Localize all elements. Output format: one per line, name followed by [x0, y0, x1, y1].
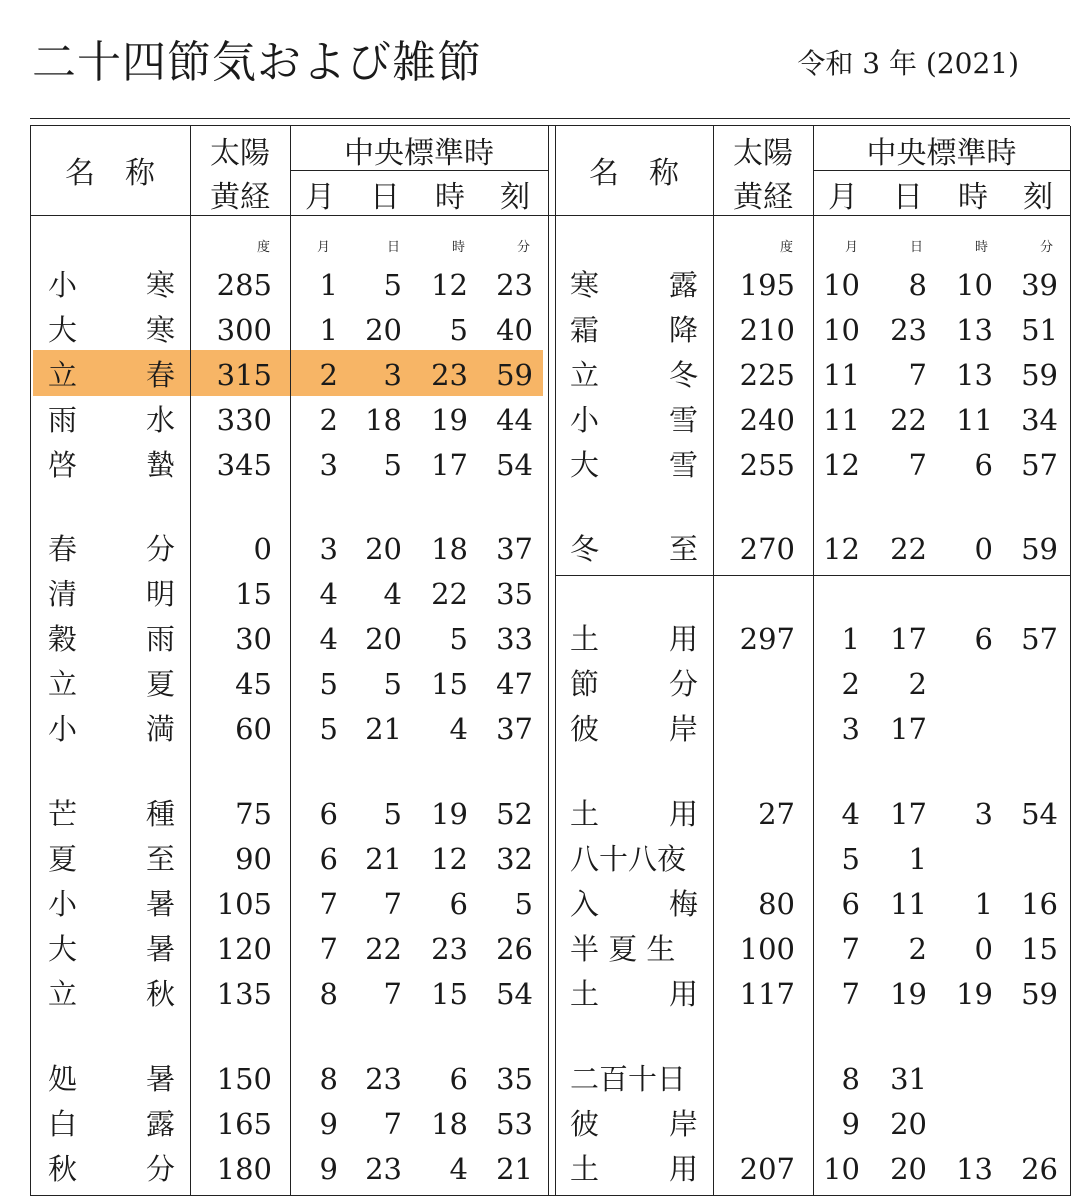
- header-hour-right: 時: [958, 180, 988, 215]
- right-hour-cell: 11: [956, 403, 993, 437]
- left-hour-cell: 4: [449, 1152, 468, 1186]
- left-minute-cell: 54: [496, 448, 533, 482]
- right-hour-cell: 0: [974, 532, 993, 566]
- right-name-char-1-cell: 立: [570, 358, 600, 392]
- header-hour-left: 時: [435, 180, 465, 215]
- left-name-char-1-cell: 小: [48, 712, 78, 746]
- left-hour-cell: 5: [449, 622, 468, 656]
- right-month-cell: 7: [841, 932, 860, 966]
- year-label: 令和 3 年 (2021): [797, 47, 1019, 80]
- right-minute-cell: 26: [1021, 1152, 1058, 1186]
- right-hour-cell: 10: [956, 268, 993, 302]
- left-name-char-2-cell: 分: [145, 1152, 175, 1186]
- right-name-char-2-cell: 至: [668, 532, 698, 566]
- right-minute-cell: 57: [1021, 622, 1058, 656]
- left-name-char-1-cell: 小: [48, 268, 78, 302]
- left-hour-cell: 17: [431, 448, 468, 482]
- left-solar-longitude-cell: 45: [235, 667, 272, 701]
- left-day-cell: 4: [383, 577, 402, 611]
- right-solar-longitude-cell: 270: [739, 532, 795, 566]
- right-month-cell: 9: [841, 1107, 860, 1141]
- right-day-cell: 7: [908, 358, 927, 392]
- right-solar-longitude-cell: 207: [739, 1152, 795, 1186]
- right-hour-cell: 13: [956, 313, 993, 347]
- right-table-row: [0, 443, 1079, 487]
- left-solar-longitude-cell: 0: [253, 532, 272, 566]
- right-solar-longitude-cell: [725, 1057, 795, 1101]
- right-month-cell: 10: [823, 1152, 860, 1186]
- header-month-left: 月: [305, 180, 335, 215]
- right-hour-cell: 13: [956, 358, 993, 392]
- right-name-cell: 二百十日: [570, 1062, 687, 1096]
- left-name-char-2-cell: 雨: [145, 622, 175, 656]
- right-solar-longitude-cell: 255: [739, 448, 795, 482]
- right-month-cell: 10: [823, 313, 860, 347]
- table-top-rule-inner: [30, 125, 1070, 126]
- left-name-char-2-cell: 暑: [145, 887, 175, 921]
- page-title: 二十四節気および雑節: [32, 37, 482, 88]
- left-day-cell: 7: [383, 887, 402, 921]
- right-name-char-1-cell: 霜: [570, 313, 600, 347]
- right-table-row: [0, 398, 1079, 442]
- right-solar-longitude-cell: [725, 707, 795, 751]
- right-hour-cell: 6: [974, 622, 993, 656]
- right-name-cell: 半 夏 生: [570, 932, 676, 966]
- right-day-cell: 31: [890, 1062, 927, 1096]
- right-month-cell: 11: [823, 358, 860, 392]
- left-day-cell: 5: [383, 797, 402, 831]
- right-solar-longitude-cell: [725, 662, 795, 706]
- left-day-cell: 23: [365, 1152, 402, 1186]
- left-minute-cell: 54: [496, 977, 533, 1011]
- left-name-char-1-cell: 小: [48, 887, 78, 921]
- left-month-cell: 3: [319, 448, 338, 482]
- right-name-char-2-cell: 分: [668, 667, 698, 701]
- left-name-char-2-cell: 春: [145, 358, 175, 392]
- right-minute-cell: [1008, 662, 1058, 706]
- left-hour-cell: 12: [431, 842, 468, 876]
- right-solar-longitude-cell: 80: [758, 887, 795, 921]
- unit-minute-right: 分: [1039, 240, 1053, 255]
- header-month-right: 月: [828, 180, 858, 215]
- right-day-cell: 22: [890, 532, 927, 566]
- header-day-right: 日: [893, 180, 923, 215]
- left-month-cell: 2: [319, 403, 338, 437]
- left-month-cell: 5: [319, 667, 338, 701]
- left-month-cell: 9: [319, 1107, 338, 1141]
- left-day-cell: 21: [365, 842, 402, 876]
- right-day-cell: 11: [890, 887, 927, 921]
- right-hour-cell: 13: [956, 1152, 993, 1186]
- right-day-cell: 2: [908, 667, 927, 701]
- right-hour-cell: [945, 837, 993, 881]
- left-name-char-1-cell: 大: [48, 932, 78, 966]
- left-name-char-2-cell: 至: [145, 842, 175, 876]
- right-name-char-2-cell: 岸: [668, 1107, 698, 1141]
- left-minute-cell: 47: [496, 667, 533, 701]
- left-name-char-1-cell: 立: [48, 977, 78, 1011]
- right-solar-longitude-cell: 117: [739, 977, 795, 1011]
- left-hour-cell: 12: [431, 268, 468, 302]
- right-table-row: [0, 927, 1079, 971]
- right-hour-cell: 6: [974, 448, 993, 482]
- right-solar-longitude-cell: 240: [739, 403, 795, 437]
- right-name-char-1-cell: 大: [570, 448, 600, 482]
- left-hour-cell: 6: [449, 887, 468, 921]
- left-day-cell: 20: [365, 622, 402, 656]
- left-name-char-1-cell: 清: [48, 577, 78, 611]
- left-name-char-2-cell: 暑: [145, 932, 175, 966]
- left-month-cell: 1: [319, 268, 338, 302]
- right-minute-cell: 57: [1021, 448, 1058, 482]
- left-day-cell: 23: [365, 1062, 402, 1096]
- right-name-char-2-cell: 岸: [668, 712, 698, 746]
- left-minute-cell: 52: [496, 797, 533, 831]
- right-solar-longitude-cell: [725, 1102, 795, 1146]
- left-name-char-1-cell: 春: [48, 532, 78, 566]
- right-table-row: [0, 308, 1079, 352]
- left-minute-cell: 32: [496, 842, 533, 876]
- right-day-cell: 20: [890, 1107, 927, 1141]
- left-month-cell: 7: [319, 887, 338, 921]
- left-solar-longitude-cell: 150: [216, 1062, 272, 1096]
- right-solar-longitude-cell: 210: [739, 313, 795, 347]
- right-hour-cell: 0: [974, 932, 993, 966]
- header-sun-top-left: 太陽: [210, 136, 270, 171]
- right-name-char-1-cell: 彼: [570, 712, 600, 746]
- right-name-char-2-cell: 雪: [668, 448, 698, 482]
- left-minute-cell: 53: [496, 1107, 533, 1141]
- right-table-row: [0, 263, 1079, 307]
- left-day-cell: 21: [365, 712, 402, 746]
- left-name-char-1-cell: 処: [48, 1062, 78, 1096]
- left-hour-cell: 15: [431, 667, 468, 701]
- left-name-char-1-cell: 穀: [48, 622, 78, 656]
- right-name-char-2-cell: 露: [668, 268, 698, 302]
- left-name-char-1-cell: 芒: [48, 797, 78, 831]
- left-solar-longitude-cell: 345: [216, 448, 272, 482]
- right-minute-cell: 39: [1021, 268, 1058, 302]
- left-day-cell: 3: [383, 358, 402, 392]
- unit-day-right: 日: [909, 240, 923, 255]
- left-minute-cell: 37: [496, 712, 533, 746]
- right-day-cell: 17: [890, 622, 927, 656]
- right-month-cell: 2: [841, 667, 860, 701]
- right-day-cell: 1: [908, 842, 927, 876]
- right-day-cell: 23: [890, 313, 927, 347]
- header-cst-left: 中央標準時: [344, 136, 494, 171]
- left-day-cell: 5: [383, 667, 402, 701]
- right-minute-cell: 15: [1021, 932, 1058, 966]
- right-month-cell: 12: [823, 532, 860, 566]
- right-solar-longitude-cell: 100: [739, 932, 795, 966]
- right-table-row: [0, 527, 1079, 571]
- left-solar-longitude-cell: 180: [216, 1152, 272, 1186]
- right-name-char-1-cell: 土: [570, 622, 600, 656]
- right-table-row: [0, 707, 1079, 751]
- right-name-char-1-cell: 彼: [570, 1107, 600, 1141]
- right-table-row: [0, 1147, 1079, 1191]
- header-day-left: 日: [370, 180, 400, 215]
- unit-month-left: 月: [316, 240, 330, 255]
- left-solar-longitude-cell: 75: [235, 797, 272, 831]
- left-solar-longitude-cell: 135: [216, 977, 272, 1011]
- left-minute-cell: 44: [496, 403, 533, 437]
- unit-hour-left: 時: [451, 240, 465, 255]
- right-minute-cell: 51: [1021, 313, 1058, 347]
- right-name-char-2-cell: 降: [668, 313, 698, 347]
- right-name-char-2-cell: 梅: [668, 887, 698, 921]
- left-solar-longitude-cell: 285: [216, 268, 272, 302]
- right-solar-longitude-cell: 195: [739, 268, 795, 302]
- right-table-row: [0, 972, 1079, 1016]
- right-name-char-1-cell: 寒: [570, 268, 600, 302]
- left-month-cell: 8: [319, 977, 338, 1011]
- right-month-cell: 7: [841, 977, 860, 1011]
- left-day-cell: 20: [365, 313, 402, 347]
- left-name-char-1-cell: 秋: [48, 1152, 78, 1186]
- left-hour-cell: 18: [431, 532, 468, 566]
- left-day-cell: 7: [383, 977, 402, 1011]
- right-minute-cell: 59: [1021, 977, 1058, 1011]
- right-minute-cell: [1008, 707, 1058, 751]
- left-solar-longitude-cell: 330: [216, 403, 272, 437]
- right-name-char-2-cell: 用: [668, 622, 698, 656]
- right-month-cell: 6: [841, 887, 860, 921]
- left-name-char-1-cell: 白: [48, 1107, 78, 1141]
- left-day-cell: 7: [383, 1107, 402, 1141]
- left-month-cell: 6: [319, 797, 338, 831]
- left-name-char-2-cell: 秋: [145, 977, 175, 1011]
- right-day-cell: 2: [908, 932, 927, 966]
- header-sun-bottom-left: 黄経: [210, 180, 270, 215]
- right-solar-longitude-cell: 27: [758, 797, 795, 831]
- left-minute-cell: 23: [496, 268, 533, 302]
- right-name-char-2-cell: 用: [668, 797, 698, 831]
- right-name-cell: 八十八夜: [570, 842, 687, 876]
- right-hour-cell: 1: [974, 887, 993, 921]
- right-minute-cell: 54: [1021, 797, 1058, 831]
- right-day-cell: 7: [908, 448, 927, 482]
- left-month-cell: 9: [319, 1152, 338, 1186]
- left-name-char-2-cell: 分: [145, 532, 175, 566]
- right-day-cell: 19: [890, 977, 927, 1011]
- left-hour-cell: 18: [431, 1107, 468, 1141]
- left-day-cell: 20: [365, 532, 402, 566]
- left-name-char-2-cell: 水: [145, 403, 175, 437]
- right-day-cell: 17: [890, 797, 927, 831]
- header-sun-bottom-right: 黄経: [733, 180, 793, 215]
- left-day-cell: 5: [383, 268, 402, 302]
- left-minute-cell: 59: [496, 358, 533, 392]
- table-bottom-rule: [30, 1195, 1070, 1196]
- right-hour-cell: [945, 707, 993, 751]
- left-solar-longitude-cell: 300: [216, 313, 272, 347]
- left-month-cell: 5: [319, 712, 338, 746]
- left-solar-longitude-cell: 60: [235, 712, 272, 746]
- unit-day-left: 日: [386, 240, 400, 255]
- right-minute-cell: [1008, 1057, 1058, 1101]
- left-name-char-2-cell: 寒: [145, 268, 175, 302]
- header-minute-left: 刻: [500, 180, 530, 215]
- right-name-char-1-cell: 土: [570, 1152, 600, 1186]
- left-name-char-1-cell: 雨: [48, 403, 78, 437]
- left-hour-cell: 19: [431, 403, 468, 437]
- right-table-row: [0, 1057, 1079, 1101]
- header-sun-top-right: 太陽: [733, 136, 793, 171]
- left-name-char-1-cell: 大: [48, 313, 78, 347]
- right-hour-cell: 3: [974, 797, 993, 831]
- left-hour-cell: 15: [431, 977, 468, 1011]
- right-table-row: [0, 617, 1079, 661]
- right-name-char-1-cell: 冬: [570, 532, 600, 566]
- left-name-char-2-cell: 種: [145, 797, 175, 831]
- right-month-cell: 3: [841, 712, 860, 746]
- left-month-cell: 6: [319, 842, 338, 876]
- left-name-char-2-cell: 満: [145, 712, 175, 746]
- left-hour-cell: 23: [431, 932, 468, 966]
- left-day-cell: 5: [383, 448, 402, 482]
- left-month-cell: 1: [319, 313, 338, 347]
- right-name-char-2-cell: 用: [668, 977, 698, 1011]
- right-solar-longitude-cell: 297: [739, 622, 795, 656]
- left-name-char-1-cell: 夏: [48, 842, 78, 876]
- unit-hour-right: 時: [974, 240, 988, 255]
- right-name-char-2-cell: 雪: [668, 403, 698, 437]
- left-month-cell: 8: [319, 1062, 338, 1096]
- left-minute-cell: 35: [496, 577, 533, 611]
- left-minute-cell: 33: [496, 622, 533, 656]
- right-name-char-2-cell: 用: [668, 1152, 698, 1186]
- left-solar-longitude-cell: 30: [235, 622, 272, 656]
- right-day-cell: 8: [908, 268, 927, 302]
- right-day-cell: 20: [890, 1152, 927, 1186]
- right-day-cell: 22: [890, 403, 927, 437]
- left-minute-cell: 5: [514, 887, 533, 921]
- left-name-char-2-cell: 蟄: [145, 448, 175, 482]
- right-name-char-1-cell: 土: [570, 797, 600, 831]
- left-solar-longitude-cell: 15: [235, 577, 272, 611]
- right-minute-cell: 59: [1021, 532, 1058, 566]
- unit-month-right: 月: [844, 240, 858, 255]
- left-name-char-2-cell: 寒: [145, 313, 175, 347]
- right-minute-cell: [1008, 837, 1058, 881]
- left-month-cell: 4: [319, 622, 338, 656]
- right-month-cell: 8: [841, 1062, 860, 1096]
- left-name-char-2-cell: 露: [145, 1107, 175, 1141]
- left-solar-longitude-cell: 105: [216, 887, 272, 921]
- right-table-row: [0, 792, 1079, 836]
- right-name-char-1-cell: 節: [570, 667, 600, 701]
- right-hour-cell: 19: [956, 977, 993, 1011]
- right-minute-cell: 34: [1021, 403, 1058, 437]
- left-name-char-2-cell: 暑: [145, 1062, 175, 1096]
- right-name-char-1-cell: 土: [570, 977, 600, 1011]
- right-table-row: [0, 353, 1079, 397]
- left-solar-longitude-cell: 90: [235, 842, 272, 876]
- left-minute-cell: 21: [496, 1152, 533, 1186]
- right-month-cell: 12: [823, 448, 860, 482]
- left-solar-longitude-cell: 120: [216, 932, 272, 966]
- left-month-cell: 3: [319, 532, 338, 566]
- left-minute-cell: 37: [496, 532, 533, 566]
- left-name-char-1-cell: 立: [48, 358, 78, 392]
- unit-deg-left: 度: [256, 240, 270, 255]
- right-hour-cell: [945, 1102, 993, 1146]
- left-name-char-1-cell: 立: [48, 667, 78, 701]
- right-table-row: [0, 662, 1079, 706]
- right-table-row: [0, 1102, 1079, 1146]
- left-hour-cell: 22: [431, 577, 468, 611]
- left-day-cell: 22: [365, 932, 402, 966]
- right-name-char-1-cell: 小: [570, 403, 600, 437]
- right-month-cell: 11: [823, 403, 860, 437]
- right-month-cell: 1: [841, 622, 860, 656]
- left-minute-cell: 26: [496, 932, 533, 966]
- left-month-cell: 4: [319, 577, 338, 611]
- right-hour-cell: [945, 662, 993, 706]
- left-name-char-1-cell: 啓: [48, 448, 78, 482]
- unit-deg-right: 度: [779, 240, 793, 255]
- left-day-cell: 18: [365, 403, 402, 437]
- right-minute-cell: [1008, 1102, 1058, 1146]
- left-hour-cell: 23: [431, 358, 468, 392]
- header-cst-right: 中央標準時: [866, 136, 1017, 171]
- right-month-cell: 4: [841, 797, 860, 831]
- right-hour-cell: [945, 1057, 993, 1101]
- right-minute-cell: 16: [1021, 887, 1058, 921]
- left-name-char-2-cell: 明: [145, 577, 175, 611]
- header-minute-right: 刻: [1023, 180, 1053, 215]
- header-name-right: 名 称: [589, 156, 679, 191]
- right-name-char-1-cell: 入: [570, 887, 600, 921]
- right-solar-longitude-cell: [725, 837, 795, 881]
- right-month-cell: 10: [823, 268, 860, 302]
- left-month-cell: 7: [319, 932, 338, 966]
- left-solar-longitude-cell: 165: [216, 1107, 272, 1141]
- left-hour-cell: 19: [431, 797, 468, 831]
- left-hour-cell: 4: [449, 712, 468, 746]
- left-month-cell: 2: [319, 358, 338, 392]
- right-minute-cell: 59: [1021, 358, 1058, 392]
- right-table-row: [0, 882, 1079, 926]
- table-top-rule-outer: [30, 118, 1070, 119]
- left-solar-longitude-cell: 315: [216, 358, 272, 392]
- left-minute-cell: 40: [496, 313, 533, 347]
- right-table-row: [0, 837, 1079, 881]
- right-month-cell: 5: [841, 842, 860, 876]
- left-name-char-2-cell: 夏: [145, 667, 175, 701]
- right-solar-longitude-cell: 225: [739, 358, 795, 392]
- left-hour-cell: 5: [449, 313, 468, 347]
- right-day-cell: 17: [890, 712, 927, 746]
- left-minute-cell: 35: [496, 1062, 533, 1096]
- right-name-char-2-cell: 冬: [668, 358, 698, 392]
- left-table-row: [0, 572, 1079, 616]
- left-hour-cell: 6: [449, 1062, 468, 1096]
- unit-minute-left: 分: [516, 240, 530, 255]
- header-name-left: 名 称: [65, 156, 155, 191]
